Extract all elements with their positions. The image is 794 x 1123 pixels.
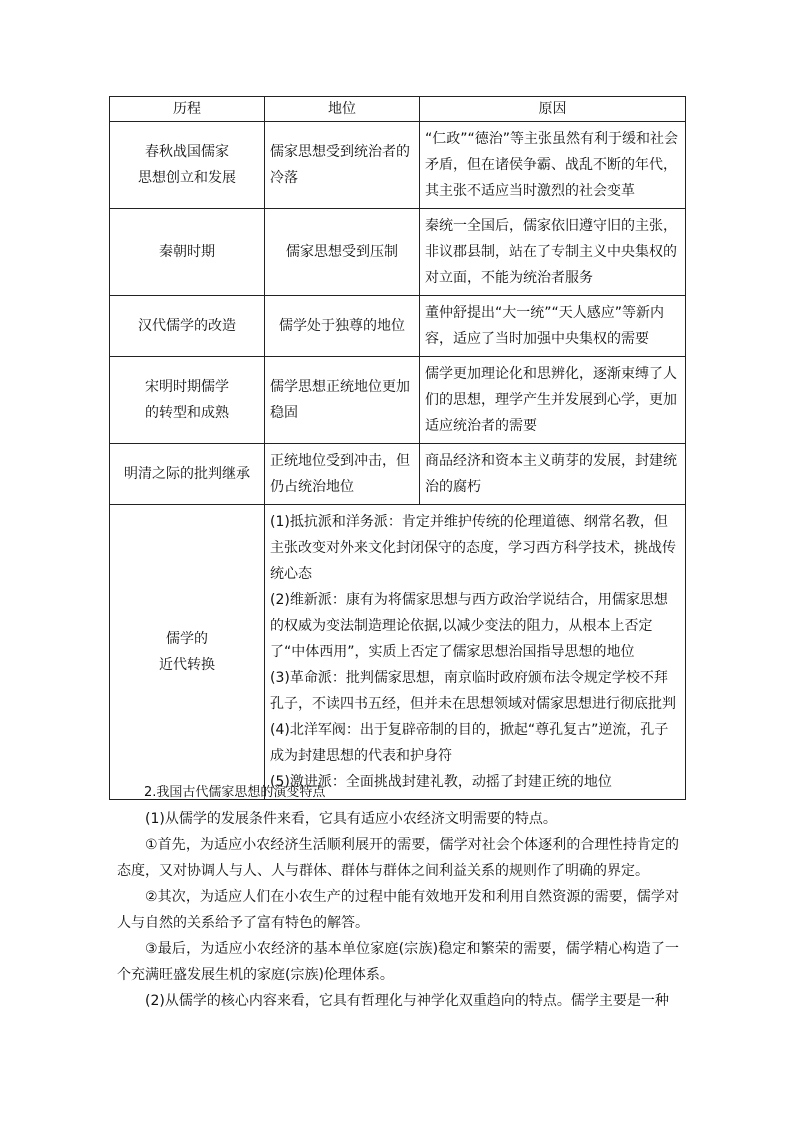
modern-item: (2)维新派：康有为将儒家思想与西方政治学说结合，用儒家思想的权威为变法制造理论依据,以减少变法的阻力，从根本上否定了“中体西用”，实质上否定了儒家思想治国指导思想的地位 [270,592,668,660]
table-row [110,357,686,444]
table-header-row [110,97,686,122]
reason-cell: 儒学更加理论化和思辨化，逐渐束缚了人们的思想，理学产生并发展到心学，更加适应统治者的需要 [420,357,686,444]
status-cell: 儒学处于独尊的地位 [265,296,420,357]
paragraph: (2)从儒学的核心内容来看，它具有哲理化与神学化双重趋向的特点。儒学主要是一种 [145,993,669,1009]
stage-cell: 儒学的 近代转换 [110,505,265,800]
stage-cell: 汉代儒学的改造 [110,296,265,357]
table-row [110,444,686,505]
paragraph: ②其次，为适应人们在小农生产的过程中能有效地开发和利用自然资源的需要，儒学对人与自然的关系给予了富有特色的解答。 [117,889,679,931]
reason-cell: 商品经济和资本主义萌芽的发展，封建统治的腐朽 [420,444,686,505]
status-cell: 儒学思想正统地位更加稳固 [265,357,420,444]
status-cell: 儒家思想受到压制 [265,209,420,296]
status-cell: 正统地位受到冲击，但仍占统治地位 [265,444,420,505]
header-stage: 历程 [110,97,265,122]
status-cell: 儒家思想受到统治者的冷落 [265,122,420,209]
stage-cell: 宋明时期儒学 的转型和成熟 [110,357,265,444]
paragraph: ③最后，为适应小农经济的基本单位家庭(宗族)稳定和繁荣的需要，儒学精心构造了一个充满旺盛发展生机的家庭(宗族)伦理体系。 [117,941,679,983]
header-status: 地位 [265,97,420,122]
modern-item: (1)抵抗派和洋务派：肯定并维护传统的伦理道德、纲常名教，但主张改变对外来文化封闭保守的态度，学习西方科学技术，挑战传统心态 [270,514,676,582]
modern-item: (5)激进派：全面挑战封建礼教，动摇了封建正统的地位 [270,774,612,790]
modern-item: (4)北洋军阀：出于复辟帝制的目的，掀起“尊孔复古”逆流，孔子成为封建思想的代表和护身符 [270,722,669,764]
reason-cell: “仁政”“德治”等主张虽然有利于缓和社会矛盾，但在诸侯争霸、战乱不断的年代，其主张不适应当时激烈的社会变革 [420,122,686,209]
table-row [110,209,686,296]
table-row [110,296,686,357]
header-reason: 原因 [420,97,686,122]
reason-cell: 董仲舒提出“大一统”“天人感应”等新内容，适应了当时加强中央集权的需要 [420,296,686,357]
modern-reasons-cell [265,505,686,800]
paragraph: (1)从儒学的发展条件来看，它具有适应小农经济文明需要的特点。 [145,811,557,827]
stage-cell: 明清之际的批判继承 [110,444,265,505]
modern-item: (3)革命派：批判儒家思想，南京临时政府颁布法令规定学校不拜孔子，不读四书五经，但并未在思想领域对儒家思想进行彻底批判 [270,670,676,712]
reason-cell: 秦统一全国后，儒家依旧遵守旧的主张，非议郡县制，站在了专制主义中央集权的对立面，不能为统治者服务 [420,209,686,296]
stage-cell: 秦朝时期 [110,209,265,296]
paragraph: ①首先，为适应小农经济生活顺利展开的需要，儒学对社会个体逐利的合理性持肯定的态度，又对协调人与人、人与群体、群体与群体之间利益关系的规则作了明确的界定。 [117,837,679,879]
stage-cell: 春秋战国儒家 思想创立和发展 [110,122,265,209]
section-heading: 2.我国古代儒家思想的演变特点 [144,785,326,800]
table-row [110,122,686,209]
body-text [117,780,679,1014]
confucianism-history-table [109,96,686,800]
table-row-modern [110,505,686,800]
